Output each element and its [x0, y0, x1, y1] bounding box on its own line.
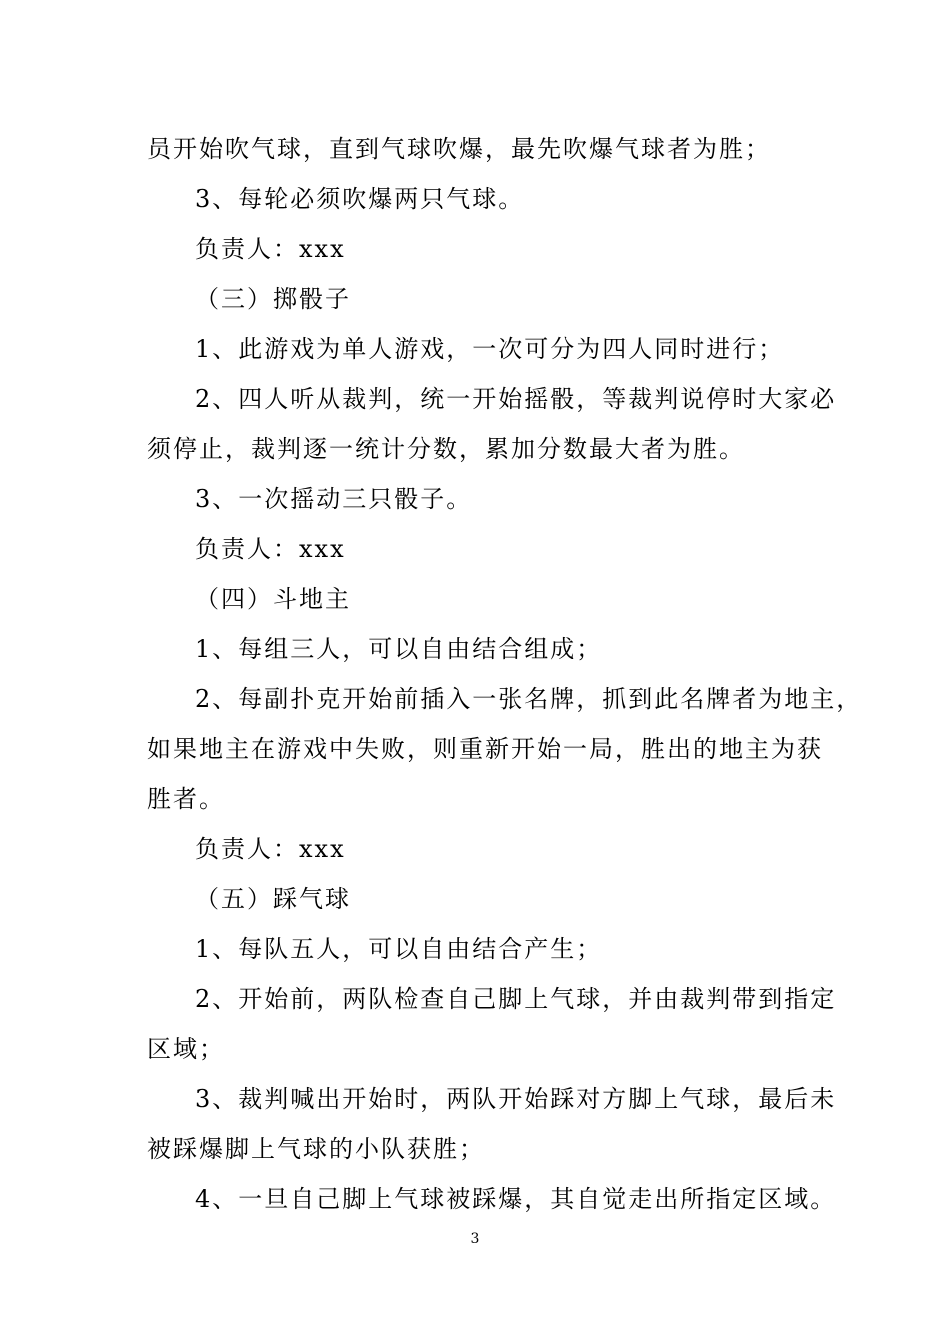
text-line: 2、每副扑克开始前插入一张名牌，抓到此名牌者为地主， [195, 685, 863, 713]
text-line: 被踩爆脚上气球的小队获胜； [147, 1135, 485, 1163]
text-line: 3、每轮必须吹爆两只气球。 [195, 185, 525, 213]
section-heading: （三）掷骰子 [195, 285, 351, 313]
text-line: 胜者。 [147, 785, 225, 813]
responsible-person-line: 负责人：xxx [195, 235, 346, 263]
page-number: 3 [470, 1231, 480, 1247]
text-line: 1、此游戏为单人游戏，一次可分为四人同时进行； [195, 335, 785, 363]
text-line: 1、每组三人，可以自由结合组成； [195, 635, 603, 663]
responsible-person-line: 负责人：xxx [195, 535, 346, 563]
text-line: 2、四人听从裁判，统一开始摇骰，等裁判说停时大家必 [195, 385, 837, 413]
responsible-person-line: 负责人：xxx [195, 835, 346, 863]
text-line: 2、开始前，两队检查自己脚上气球，并由裁判带到指定 [195, 985, 837, 1013]
text-line: 员开始吹气球，直到气球吹爆，最先吹爆气球者为胜； [147, 135, 771, 163]
text-line: 4、一旦自己脚上气球被踩爆，其自觉走出所指定区域。 [195, 1185, 837, 1213]
text-line: 1、每队五人，可以自由结合产生； [195, 935, 603, 963]
text-line: 3、裁判喊出开始时，两队开始踩对方脚上气球，最后未 [195, 1085, 837, 1113]
text-line: 须停止，裁判逐一统计分数，累加分数最大者为胜。 [147, 435, 745, 463]
text-line: 如果地主在游戏中失败，则重新开始一局，胜出的地主为获 [147, 735, 823, 763]
section-heading: （四）斗地主 [195, 585, 351, 613]
text-line: 区域； [147, 1035, 225, 1063]
section-heading: （五）踩气球 [195, 885, 351, 913]
text-line: 3、一次摇动三只骰子。 [195, 485, 473, 513]
